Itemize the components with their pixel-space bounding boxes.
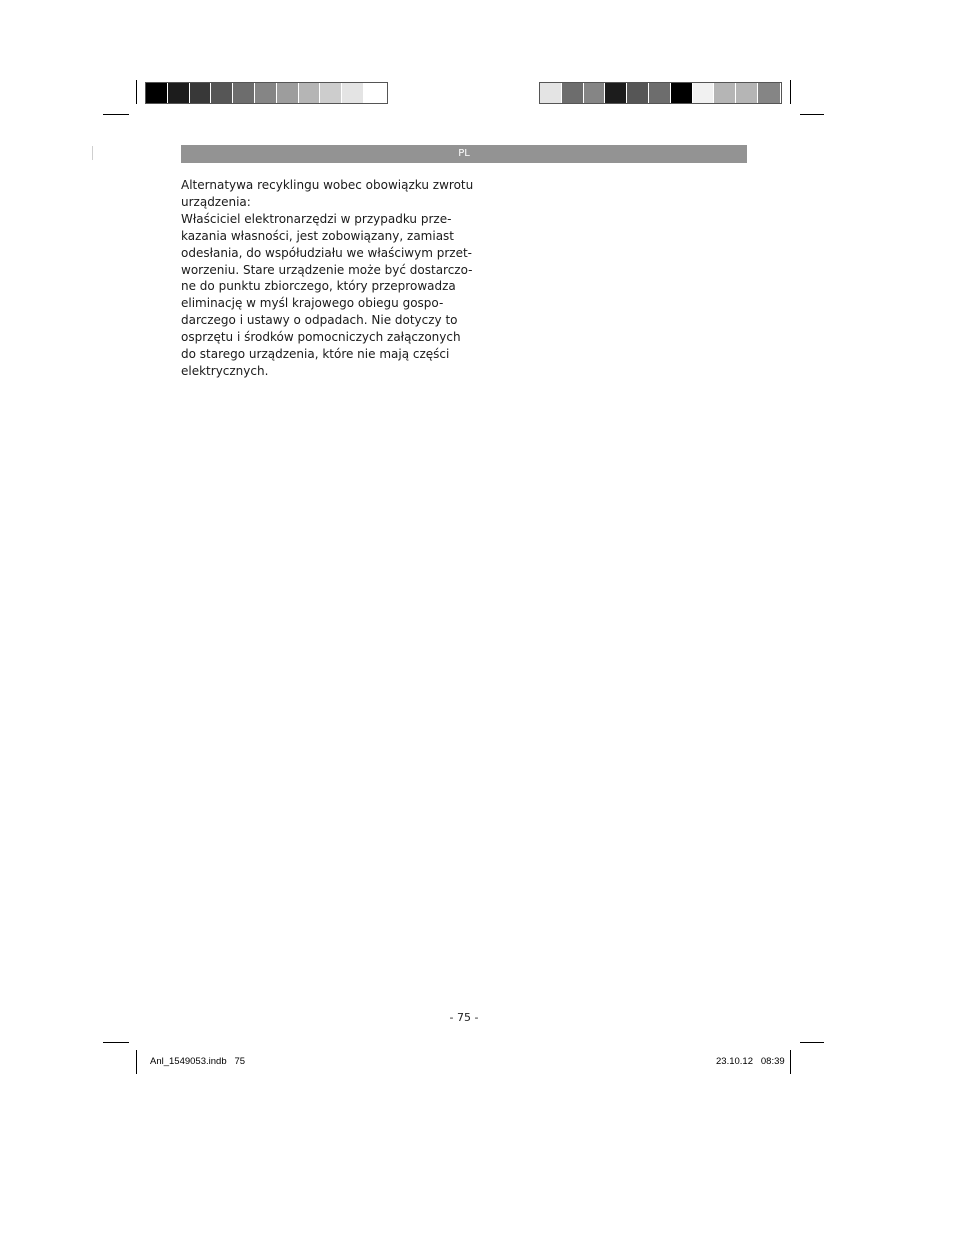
side-mark bbox=[92, 146, 93, 160]
crop-mark-bottom-right-horizontal bbox=[800, 1042, 824, 1043]
color-swatch bbox=[627, 83, 649, 103]
text-line: elektrycznych. bbox=[181, 363, 269, 378]
text-line: darczego i ustawy o odpadach. Nie dotyczy to bbox=[181, 313, 458, 328]
color-swatch bbox=[342, 83, 364, 103]
body-paragraph bbox=[181, 177, 474, 380]
footer-file-name: Anl_1549053.indb 75 bbox=[150, 1056, 246, 1067]
text-line: Właściciel elektronarzędzi w przypadku prze- bbox=[181, 211, 452, 226]
color-swatch bbox=[168, 83, 190, 103]
color-swatch bbox=[190, 83, 212, 103]
text-line: worzeniu. Stare urządzenie może być dostarczo- bbox=[181, 262, 473, 277]
color-swatch bbox=[562, 83, 584, 103]
color-swatch bbox=[736, 83, 758, 103]
color-swatch bbox=[320, 83, 342, 103]
color-swatch bbox=[693, 83, 715, 103]
crop-mark-top-right-vertical bbox=[790, 80, 791, 104]
crop-mark-top-left-horizontal bbox=[103, 114, 129, 115]
color-swatch bbox=[277, 83, 299, 103]
color-swatch bbox=[540, 83, 562, 103]
color-swatch bbox=[211, 83, 233, 103]
text-line: odesłania, do współudziału we właściwym przet- bbox=[181, 245, 472, 260]
crop-mark-bottom-right-vertical bbox=[790, 1050, 791, 1074]
color-swatch bbox=[146, 83, 168, 103]
color-swatch bbox=[758, 83, 780, 103]
language-header-bar bbox=[181, 145, 747, 163]
crop-mark-bottom-left-horizontal bbox=[103, 1042, 129, 1043]
color-swatch bbox=[714, 83, 736, 103]
crop-mark-top-left-vertical bbox=[136, 80, 137, 104]
color-strip-left bbox=[145, 82, 388, 104]
text-line: urządzenia: bbox=[181, 194, 251, 209]
crop-mark-top-right-horizontal bbox=[800, 114, 824, 115]
page-number: - 75 - bbox=[449, 1011, 479, 1024]
color-swatch bbox=[605, 83, 627, 103]
text-line: kazania własności, jest zobowiązany, zamiast bbox=[181, 228, 455, 243]
color-swatch bbox=[671, 83, 693, 103]
color-swatch bbox=[299, 83, 321, 103]
text-line: Alternatywa recyklingu wobec obowiązku zwrotu bbox=[181, 178, 474, 192]
text-line: osprzętu i środków pomocniczych załączonych bbox=[181, 330, 461, 345]
color-swatch bbox=[649, 83, 671, 103]
color-swatch bbox=[233, 83, 255, 103]
language-label: PL bbox=[458, 148, 470, 159]
text-line: eliminację w myśl krajowego obiegu gospo- bbox=[181, 296, 444, 311]
footer-date-time: 23.10.12 08:39 bbox=[716, 1056, 785, 1067]
color-swatch bbox=[255, 83, 277, 103]
text-line: ne do punktu zbiorczego, który przeprowadza bbox=[181, 279, 456, 294]
color-swatch bbox=[584, 83, 606, 103]
color-swatch bbox=[364, 83, 386, 103]
crop-mark-bottom-left-vertical bbox=[136, 1050, 137, 1074]
text-line: do starego urządzenia, które nie mają części bbox=[181, 347, 450, 362]
color-strip-right bbox=[539, 82, 782, 104]
